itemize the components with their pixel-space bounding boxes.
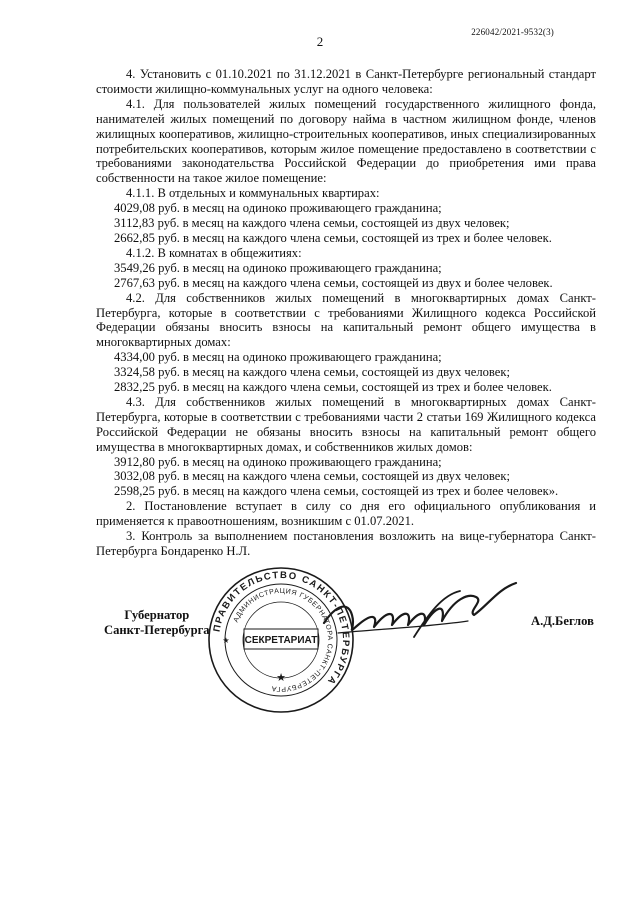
paragraph-4-1-1: 4.1.1. В отдельных и коммунальных квартирах: — [126, 186, 380, 201]
page-number: 2 — [316, 34, 324, 49]
rate-line: 2832,25 руб. в месяц на каждого члена семьи, состоящей из трех и более человек. — [114, 380, 552, 395]
seal-outer-text: ПРАВИТЕЛЬСТВО САНКТ-ПЕТЕРБУРГА — [211, 569, 352, 688]
rate-line: 2662,85 руб. в месяц на каждого члена семьи, состоящей из трех и более человек. — [114, 230, 552, 245]
rate-line: 3324,58 руб. в месяц на каждого члена семьи, состоящей из двух человек; — [114, 365, 511, 380]
seal-star-icon: ★ — [276, 672, 286, 684]
paragraph-4: 4. Установить с 01.10.2021 по 31.12.2021 в Санкт-Петербурге региональный стандарт стоимости жилищно-коммунальных услуг на одного человека: — [96, 67, 596, 96]
seal-inner-text: АДМИНИСТРАЦИЯ ГУБЕРНАТОРА САНКТ-ПЕТЕРБУРГА — [232, 587, 334, 693]
signatory-title-line1: Губернатор — [124, 608, 190, 622]
paragraph-3: 3. Контроль за выполнением постановления возложить на вице-губернатора Санкт-Петербурга Бондаренко Н.Л. — [96, 529, 596, 558]
paragraph-4-1: 4.1. Для пользователей жилых помещений государственного жилищного фонда, нанимателей жилых помещений по договору найма в частном жилищном фонде, членов жилищных кооперативов, жилищно-строительных кооперативов, иных специализированных потребительских кооперативов, которым жилое помещение предоставлено в соответствии с требованиями законодательства Российской Федерации до приобретения ими права собственности на такое жилое помещение: — [96, 96, 596, 186]
signatory-title — [104, 608, 210, 638]
paragraph-4-2: 4.2. Для собственников жилых помещений в многоквартирных домах Санкт-Петербурга, которые в соответствии с требованиями Жилищного кодекса Российской Федерации обязаны вносить взносы на капитальный ремонт общего имущества в многоквартирных домах: — [96, 290, 596, 350]
rate-line: 4029,08 руб. в месяц на одиноко проживающего гражданина; — [114, 201, 442, 216]
rate-line: 3549,26 руб. в месяц на одиноко проживающего гражданина; — [114, 260, 442, 275]
paragraph-4-1-2: 4.1.2. В комнатах в общежитиях: — [126, 245, 302, 260]
rate-line: 4334,00 руб. в месяц на одиноко проживающего гражданина; — [114, 350, 442, 365]
rate-line: 3112,83 руб. в месяц на каждого члена семьи, состоящей из двух человек; — [114, 216, 510, 231]
document-number: 226042/2021-9532(3) — [471, 27, 554, 37]
seal-star-icon: ★ — [222, 636, 230, 645]
rate-line: 3032,08 руб. в месяц на каждого члена семьи, состоящей из двух человек; — [114, 469, 511, 484]
signatory-title-line2: Санкт-Петербурга — [104, 623, 210, 637]
rate-line: 3912,80 руб. в месяц на одиноко проживающего гражданина; — [114, 454, 442, 469]
seal-center-text: СЕКРЕТАРИАТ — [244, 635, 318, 646]
document-body — [96, 67, 596, 559]
signatory-name: А.Д.Беглов — [531, 614, 594, 628]
rate-line: 2767,63 руб. в месяц на каждого члена семьи, состоящей из двух и более человек. — [114, 275, 553, 290]
paragraph-2: 2. Постановление вступает в силу со дня его официального опубликования и применяется к правоотношениям, возникшим с 01.07.2021. — [96, 499, 596, 529]
rate-line: 2598,25 руб. в месяц на каждого члена семьи, состоящей из трех и более человек». — [114, 484, 559, 499]
handwritten-signature — [318, 575, 523, 650]
paragraph-4-3: 4.3. Для собственников жилых помещений в многоквартирных домах Санкт-Петербурга, которые в соответствии с требованиями части 2 статьи 169 Жилищного кодекса Российской Федерации не обязаны вносить взносы на капитальный ремонт общего имущества в многоквартирных домах, и собственников жилых домов: — [96, 394, 596, 454]
